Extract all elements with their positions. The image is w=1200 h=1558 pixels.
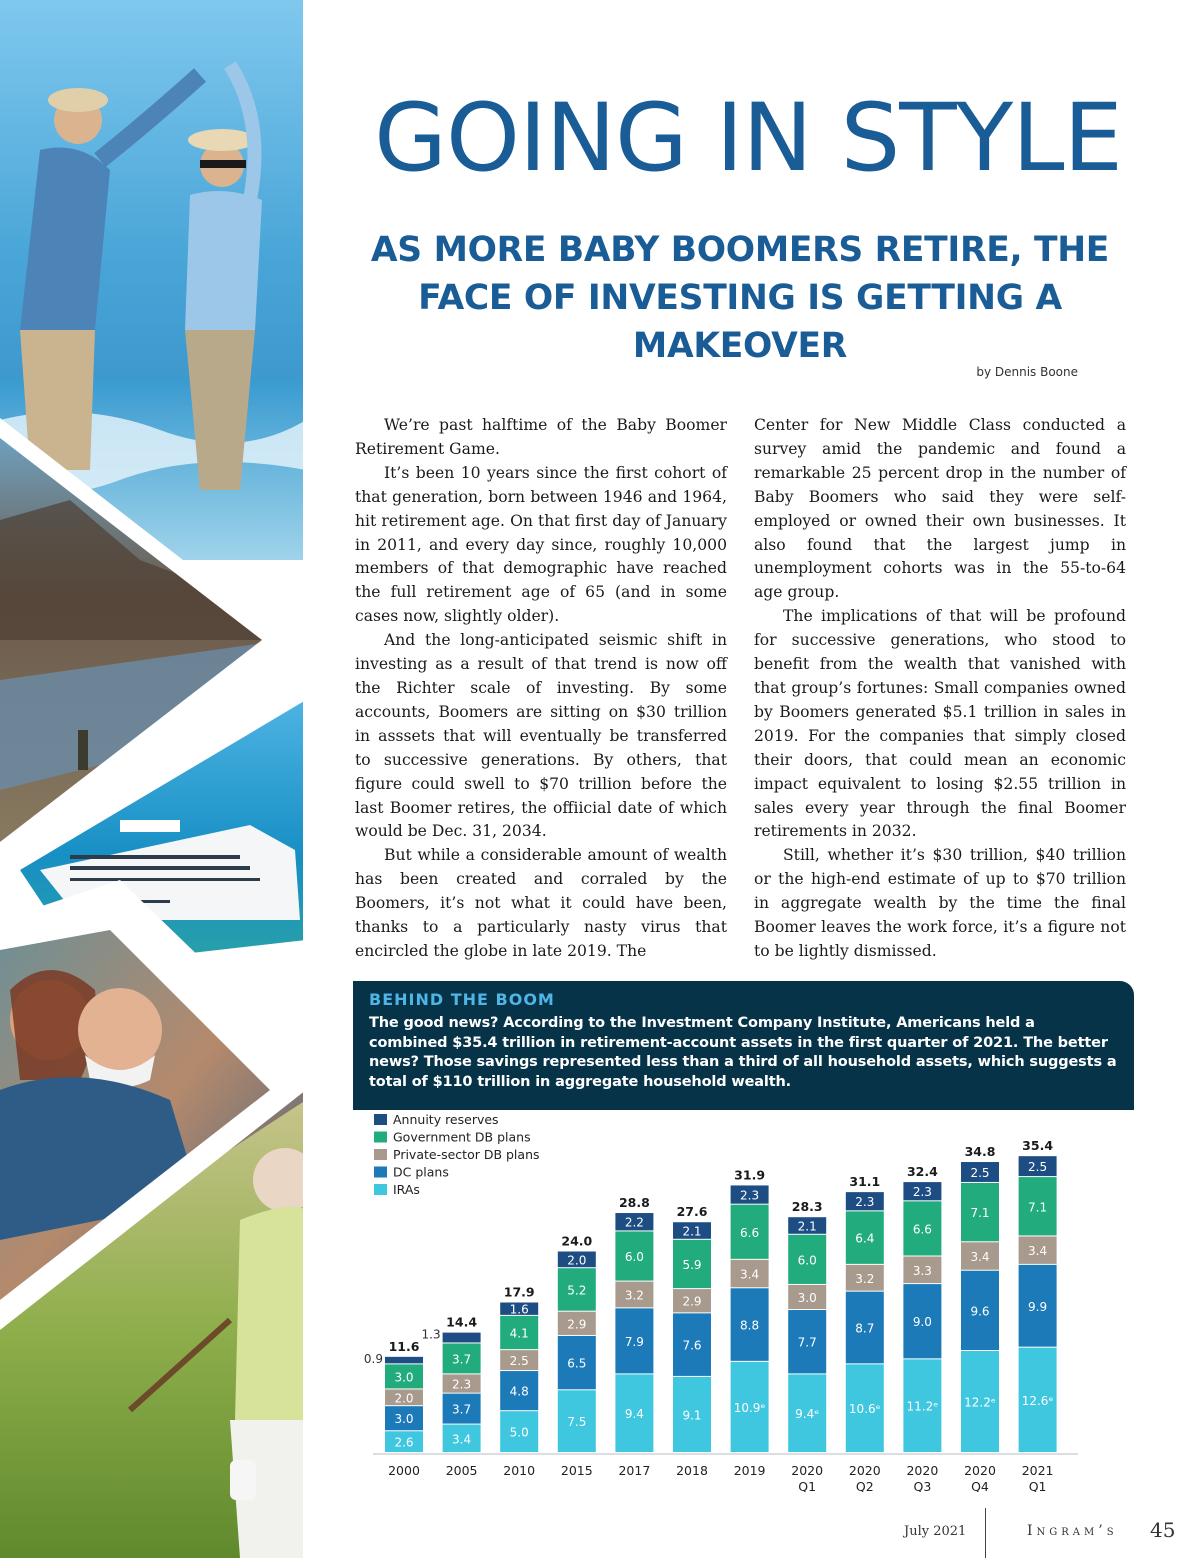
bar-total-label: 32.4 <box>906 1164 938 1180</box>
sidebar-title: BEHIND THE BOOM <box>369 990 555 1009</box>
bar-total-label: 28.8 <box>618 1195 650 1211</box>
bar-value-label: 2.3 <box>452 1377 472 1392</box>
x-tick-label: 2018 <box>676 1463 708 1478</box>
x-tick-label: Q1 <box>798 1479 817 1492</box>
paragraph: Center for New Middle Class conducted a survey amid the pandemic and found a remarkable 25 percent drop in the number of Baby Boomers who said they were self-employed or owned their own businesses. It also found that the largest jump in unemployment cohorts was in the 55-to-64 age group. <box>754 416 1126 602</box>
x-tick-label: 2020 <box>964 1463 996 1478</box>
bar-total-label: 31.9 <box>734 1167 766 1183</box>
x-tick-label: 2020 <box>791 1463 824 1478</box>
bar-value-label: 3.0 <box>394 1370 414 1385</box>
legend-label: Government DB plans <box>393 1129 531 1145</box>
bar-value-label: 9.6 <box>970 1304 990 1319</box>
bar-value-label: 6.4 <box>855 1231 875 1246</box>
legend-label: Annuity reserves <box>393 1112 499 1127</box>
bar-value-label: 5.2 <box>567 1283 587 1298</box>
bar-value-label: 10.9ᵉ <box>733 1400 766 1415</box>
bar-total-label: 24.0 <box>561 1233 593 1249</box>
bar-value-label: 2.5 <box>509 1354 529 1369</box>
bar-value-label: 4.8 <box>509 1384 529 1399</box>
bar-value-label: 9.9 <box>1028 1299 1048 1314</box>
bar-value-label: 7.1 <box>970 1206 990 1221</box>
bar-value-label: 3.7 <box>452 1402 472 1417</box>
bar-value-label: 8.7 <box>855 1321 875 1336</box>
page-number: 45 <box>1150 1518 1176 1542</box>
bar-value-label: 2.3 <box>912 1185 932 1200</box>
bar-value-label: 7.5 <box>567 1415 587 1430</box>
legend-label: Private-sector DB plans <box>393 1147 540 1162</box>
retirement-assets-chart <box>353 1112 1134 1492</box>
bar-total-label: 34.8 <box>964 1144 996 1160</box>
bar-total-label: 31.1 <box>849 1174 881 1190</box>
article-column-left <box>355 414 727 964</box>
bar-value-label: 9.4 <box>624 1407 644 1422</box>
bar-value-label: 2.0 <box>567 1253 587 1268</box>
bar-value-label: 2.3 <box>855 1195 875 1210</box>
paragraph: And the long-anticipated seismic shift in investing as a result of that trend is now off the Richter scale of investing. By some accounts, Boomers are sitting on $30 trillion in asssets that will eventually be transferred to successive generations. By others, that figure could swell to $70 trillion before the last Boomer retires, the offiicial date of which would be Dec. 31, 2034. <box>355 631 727 841</box>
bar-value-label: 8.8 <box>740 1318 760 1333</box>
x-tick-label: 2019 <box>733 1463 766 1478</box>
bar-value-label: 9.4ᵉ <box>795 1407 820 1422</box>
bar-value-label: 7.1 <box>1028 1200 1048 1215</box>
bar-value-label: 2.9 <box>567 1317 587 1332</box>
x-tick-label: Q3 <box>913 1479 932 1492</box>
bar-value-label: 3.7 <box>452 1352 472 1367</box>
x-tick-label: 2010 <box>503 1463 536 1478</box>
paragraph: But while a considerable amount of wealth has been created and corraled by the Boomers, it’s not what it could have been, thanks to a particularly nasty virus that encircled the globe in late 2019. The <box>355 846 727 960</box>
issue-date: July 2021 <box>904 1524 967 1539</box>
bar-value-label: 3.4 <box>970 1250 990 1265</box>
byline: by Dennis Boone <box>976 365 1078 379</box>
x-tick-label: 2017 <box>618 1463 651 1478</box>
paragraph: Still, whether it’s $30 trillion, $40 trillion or the high-end estimate of up to $70 trillion in aggregate wealth by the time the final Boomer leaves the work force, it’s a figure not to be lightly dismissed. <box>754 846 1126 960</box>
bar-value-label: 6.5 <box>567 1356 587 1371</box>
bar-value-label: 2.9 <box>682 1294 702 1309</box>
bar-value-label: 2.5 <box>970 1165 990 1180</box>
bar-value-label: 2.6 <box>394 1435 414 1450</box>
bar-value-label: 2.2 <box>624 1215 644 1230</box>
article-column-right <box>754 414 1126 964</box>
legend-swatch <box>374 1184 387 1195</box>
bar-value-label: 6.6 <box>912 1222 932 1237</box>
bar-value-label: 1.3 <box>421 1327 441 1342</box>
paragraph: It’s been 10 years since the first cohort of that generation, born between 1946 and 1964, hit retirement age. On that first day of January in 2011, and every day since, roughly 10,000 members of that demographic have reached the full retirement age of 65 (and in some cases now, slightly older). <box>355 463 727 626</box>
legend-label: DC plans <box>393 1164 449 1180</box>
legend-label: IRAs <box>393 1182 420 1197</box>
bar-value-label: 3.4 <box>452 1432 472 1447</box>
paragraph: We’re past halftime of the Baby Boomer Retirement Game. <box>355 416 727 458</box>
bar-total-label: 28.3 <box>791 1199 823 1215</box>
bar-value-label: 2.1 <box>682 1224 702 1239</box>
bar-value-label: 7.7 <box>797 1335 817 1350</box>
legend-swatch <box>374 1132 387 1143</box>
bar-value-label: 4.1 <box>509 1326 529 1341</box>
bar-value-label: 9.1 <box>682 1408 702 1423</box>
x-tick-label: 2005 <box>445 1463 478 1478</box>
x-tick-label: 2020 <box>848 1463 881 1478</box>
article-deck: AS MORE BABY BOOMERS RETIRE, THE FACE OF INVESTING IS GETTING A MAKEOVER <box>370 230 1110 366</box>
footer-divider <box>985 1508 986 1558</box>
bar-value-label: 2.5 <box>1028 1160 1048 1175</box>
bar-value-label: 6.0 <box>797 1253 817 1268</box>
bar-value-label: 2.3 <box>740 1188 760 1203</box>
paragraph: The implications of that will be profound for successive generations, who stood to benefit from the wealth that vanished with that group’s fortunes: Small companies owned by Boomers generated $5.1 trillion in sales in 2019. For the companies that simply closed their doors, that could mean an economic impact equivalent to losing $2.55 trillion in sales every year through the final Boomer retirements in 2032. <box>754 607 1126 841</box>
bar-value-label: 6.0 <box>624 1250 644 1265</box>
bar-value-label: 11.2ᵉ <box>906 1399 939 1414</box>
bar-segment <box>443 1333 481 1343</box>
bar-value-label: 3.3 <box>912 1263 932 1278</box>
x-tick-label: 2021 <box>1021 1463 1054 1478</box>
bar-value-label: 3.4 <box>740 1267 760 1282</box>
bar-value-label: 3.0 <box>797 1290 817 1305</box>
bar-value-label: 7.9 <box>624 1334 644 1349</box>
bar-value-label: 12.6ᵉ <box>1021 1393 1054 1408</box>
bar-value-label: 12.2ᵉ <box>964 1395 996 1410</box>
bar-value-label: 3.4 <box>1028 1244 1048 1259</box>
bar-segment <box>385 1357 423 1364</box>
x-tick-label: Q1 <box>1028 1479 1047 1492</box>
bar-value-label: 7.6 <box>682 1338 702 1353</box>
x-tick-label: 2000 <box>388 1463 420 1478</box>
x-tick-label: Q2 <box>855 1479 874 1492</box>
bar-value-label: 3.2 <box>855 1271 875 1286</box>
sidebar-text: The good news? According to the Investment Company Institute, Americans held a combined $35.4 trillion in retirement-account assets in the first quarter of 2021. The better news? Those savings represented less than a third of all household assets, which suggests a total of $110 trillion in aggregate household wealth. <box>369 1015 1117 1090</box>
x-tick-label: Q4 <box>971 1479 989 1492</box>
bar-value-label: 6.6 <box>740 1225 760 1240</box>
bar-total-label: 11.6 <box>388 1338 420 1354</box>
x-tick-label: 2015 <box>560 1463 593 1478</box>
bar-value-label: 10.6ᵉ <box>848 1402 881 1417</box>
legend-swatch <box>374 1167 387 1178</box>
legend-swatch <box>374 1114 387 1125</box>
bar-value-label: 1.6 <box>509 1302 529 1317</box>
bar-total-label: 14.4 <box>446 1314 478 1330</box>
bar-value-label: 3.2 <box>624 1288 644 1303</box>
bar-value-label: 9.0 <box>912 1315 932 1330</box>
bar-total-label: 35.4 <box>1022 1138 1054 1154</box>
bar-value-label: 2.0 <box>394 1391 414 1406</box>
legend-swatch <box>374 1149 387 1160</box>
photo-collage <box>0 0 306 1558</box>
article-headline: GOING IN STYLE <box>374 84 1122 193</box>
bar-value-label: 2.1 <box>797 1219 817 1234</box>
x-tick-label: 2020 <box>906 1463 939 1478</box>
bar-total-label: 17.9 <box>503 1284 535 1300</box>
bar-value-label: 3.0 <box>394 1412 414 1427</box>
bar-value-label: 0.9 <box>363 1351 383 1366</box>
bar-value-label: 5.9 <box>682 1257 702 1272</box>
bar-total-label: 27.6 <box>676 1204 708 1220</box>
sidebar-box <box>353 981 1134 1110</box>
bar-value-label: 5.0 <box>509 1425 529 1440</box>
magazine-name: Ingram’s <box>1027 1523 1118 1539</box>
